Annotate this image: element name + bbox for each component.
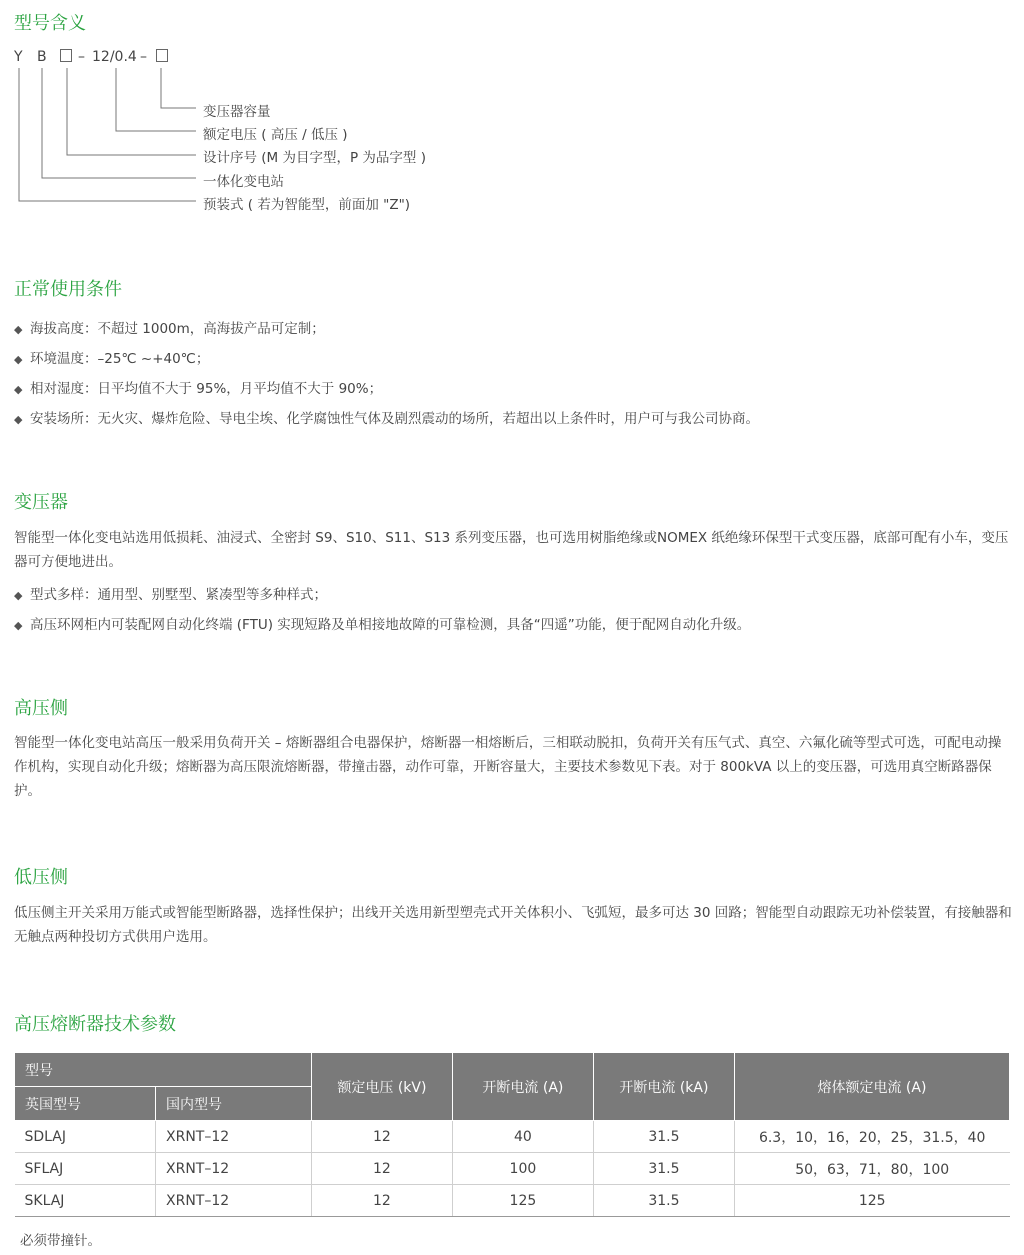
diamond-bullet-icon: ◆	[14, 589, 23, 602]
table-row	[15, 1153, 1010, 1185]
model-code-b: B	[37, 49, 47, 65]
condition-item: ◆ 海拔高度：不超过 1000m，高海拔产品可定制；	[14, 321, 325, 337]
hv-paragraph: 智能型一体化变电站高压一般采用负荷开关 – 熔断器组合电器保护，熔断器一相熔断后，三相联动脱扣，负荷开关有压气式、真空、六氟化硫等型式可选，可配电动操作机构，实现自动化升级；熔断器为高压限流熔断器，带撞击器，动作可靠，开断容量大，主要技术参数见下表。对于 800kVA 以上的变压器，可选用真空断路器保护。	[14, 735, 1002, 799]
table-note: 必须带撞针。	[20, 1233, 101, 1249]
section-title-fuse-table: 高压熔断器技术参数	[14, 1014, 176, 1035]
header-break-a: 开断电流 (A)	[452, 1053, 593, 1121]
cell-fuse-current: 6.3，10，16，20，25，31.5，40	[734, 1121, 1009, 1153]
diamond-bullet-icon: ◆	[14, 353, 23, 366]
model-connector-lines	[0, 0, 220, 215]
cell-break-a: 125	[452, 1185, 593, 1217]
section-title-conditions: 正常使用条件	[14, 279, 122, 300]
diamond-bullet-icon: ◆	[14, 413, 23, 426]
diamond-bullet-icon: ◆	[14, 619, 23, 632]
cell-fuse-current: 125	[734, 1185, 1009, 1217]
cell-cn-model: XRNT–12	[156, 1121, 312, 1153]
section-title-hv: 高压侧	[14, 698, 68, 719]
table-row	[15, 1121, 1010, 1153]
diamond-bullet-icon: ◆	[14, 383, 23, 396]
cell-voltage: 12	[311, 1121, 452, 1153]
model-code-y: Y	[14, 49, 23, 65]
condition-item: ◆ 环境温度：–25℃ ~+40℃；	[14, 351, 210, 367]
cell-en-model: SKLAJ	[15, 1185, 156, 1217]
header-cn-model: 国内型号	[156, 1087, 312, 1121]
header-model: 型号	[15, 1053, 312, 1087]
cell-break-ka: 31.5	[593, 1121, 734, 1153]
transformer-paragraph: 智能型一体化变电站选用低损耗、油浸式、全密封 S9、S10、S11、S13 系列变压器，也可选用树脂绝缘或NOMEX 纸绝缘环保型干式变压器，底部可配有小车，变压器可方便地进出。	[14, 530, 1009, 570]
cell-cn-model: XRNT–12	[156, 1185, 312, 1217]
model-label-voltage: 额定电压 ( 高压 / 低压 )	[203, 127, 348, 143]
section-title-lv: 低压侧	[14, 867, 68, 888]
transformer-item: ◆ 高压环网柜内可装配网自动化终端 (FTU) 实现短路及单相接地故障的可靠检测，具备“四遥”功能，便于配网自动化升级。	[14, 617, 751, 633]
model-code-voltage: 12/0.4	[92, 49, 137, 65]
model-label-prefab: 预装式 ( 若为智能型，前面加 "Z")	[203, 197, 411, 213]
header-voltage: 额定电压 (kV)	[311, 1053, 452, 1121]
fuse-spec-table	[14, 1052, 1010, 1217]
section-title-model: 型号含义	[14, 13, 86, 34]
cell-fuse-current: 50，63，71，80，100	[734, 1153, 1009, 1185]
model-code-dash-1: –	[78, 49, 85, 65]
cell-break-a: 100	[452, 1153, 593, 1185]
cell-break-ka: 31.5	[593, 1153, 734, 1185]
condition-item: ◆ 安装场所：无火灾、爆炸危险、导电尘埃、化学腐蚀性气体及剧烈震动的场所，若超出以上条件时，用户可与我公司协商。	[14, 411, 759, 427]
cell-break-a: 40	[452, 1121, 593, 1153]
lv-paragraph: 低压侧主开关采用万能式或智能型断路器，选择性保护；出线开关选用新型塑壳式开关体积小、飞弧短，最多可达 30 回路；智能型自动跟踪无功补偿装置，有接触器和无触点两种投切方式供用户选用。	[14, 905, 1012, 945]
table-row	[15, 1185, 1010, 1217]
cell-en-model: SDLAJ	[15, 1121, 156, 1153]
cell-voltage: 12	[311, 1153, 452, 1185]
header-en-model: 英国型号	[15, 1087, 156, 1121]
cell-break-ka: 31.5	[593, 1185, 734, 1217]
transformer-item: ◆ 型式多样：通用型、别墅型、紧凑型等多种样式；	[14, 587, 327, 603]
cell-en-model: SFLAJ	[15, 1153, 156, 1185]
model-label-capacity: 变压器容量	[203, 104, 271, 120]
header-break-ka: 开断电流 (kA)	[593, 1053, 734, 1121]
cell-voltage: 12	[311, 1185, 452, 1217]
diamond-bullet-icon: ◆	[14, 323, 23, 336]
model-label-integrated: 一体化变电站	[203, 174, 284, 190]
header-fuse-current: 熔体额定电流 (A)	[734, 1053, 1009, 1121]
model-label-design: 设计序号 (M 为目字型，P 为品字型 )	[203, 150, 426, 166]
model-code-dash-2: –	[140, 49, 147, 65]
section-title-transformer: 变压器	[14, 492, 68, 513]
cell-cn-model: XRNT–12	[156, 1153, 312, 1185]
condition-item: ◆ 相对湿度：日平均值不大于 95%，月平均值不大于 90%；	[14, 381, 383, 397]
